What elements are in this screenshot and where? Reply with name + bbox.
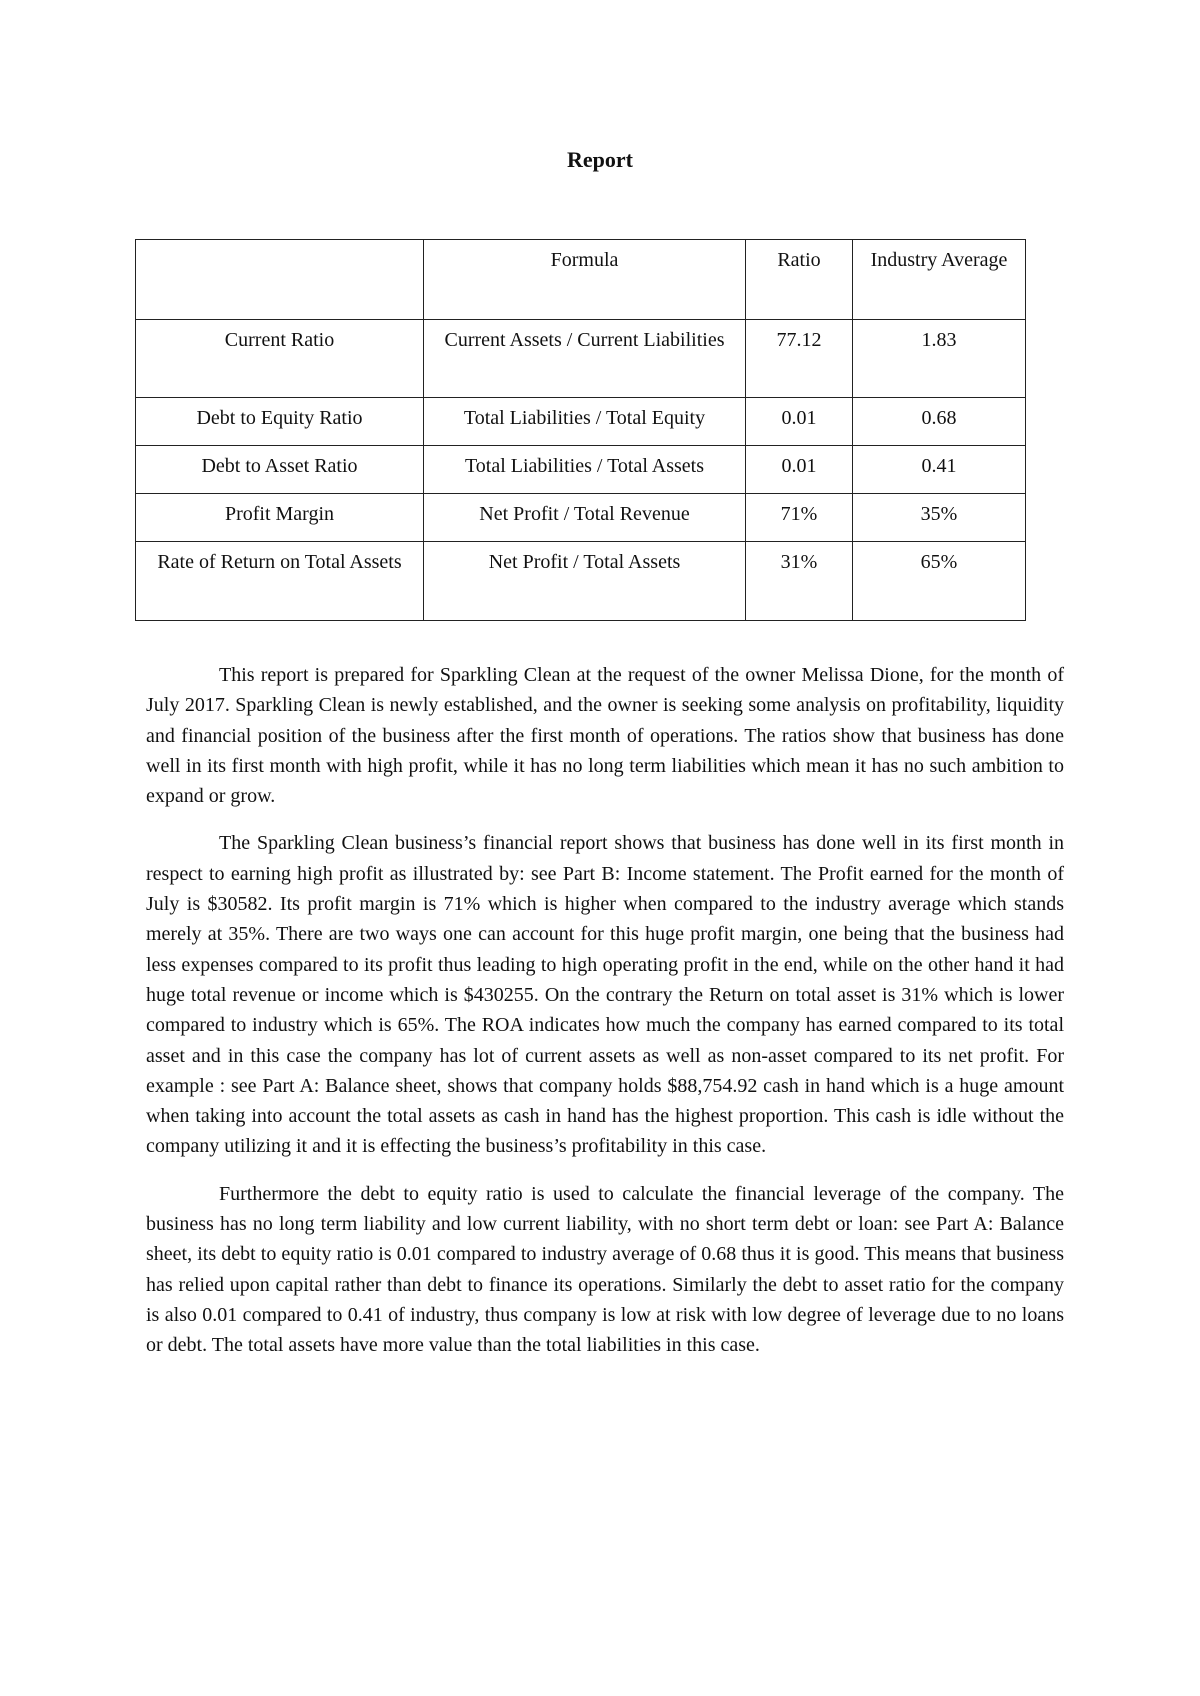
header-cell-blank [136, 240, 424, 320]
row-formula: Net Profit / Total Revenue [424, 494, 746, 542]
row-formula: Current Assets / Current Liabilities [424, 320, 746, 398]
row-ratio: 0.01 [746, 398, 853, 446]
report-title: Report [567, 147, 633, 172]
row-industry-average: 35% [853, 494, 1026, 542]
table-row [136, 494, 1026, 542]
row-name: Debt to Equity Ratio [136, 398, 424, 446]
row-industry-average: 65% [853, 542, 1026, 621]
header-cell-industry-average: Industry Average [853, 240, 1026, 320]
paragraph-profitability: The Sparkling Clean business’s financial report shows that business has done well in its first month in respect to earning high profit as illustrated by: see Part B: Income statement. The Profit earned for the month of July is $30582. Its profit margin is 71% which is higher when compared to the industry average which stands merely at 35%. There are two ways one can account for this huge profit margin, one being that the business had less expenses compared to its profit thus leading to high operating profit in the end, while on the other hand it had huge total revenue or income which is $430255. On the contrary the Return on total asset is 31% which is lower compared to industry which is 65%. The ROA indicates how much the company has earned compared to its total asset and in this case the company has lot of current assets as well as non-asset compared to its net profit. For example : see Part A: Balance sheet, shows that company holds $88,754.92 cash in hand which is a huge amount when taking into account the total assets as cash in hand has the highest proportion. This cash is idle without the company utilizing it and it is effecting the business’s profitability in this case. [146, 832, 1064, 1158]
table-row [136, 320, 1026, 398]
row-ratio: 0.01 [746, 446, 853, 494]
row-industry-average: 0.41 [853, 446, 1026, 494]
ratio-table [135, 239, 1026, 621]
paragraph-introduction: This report is prepared for Sparkling Clean at the request of the owner Melissa Dione, for the month of July 2017. Sparkling Clean is newly established, and the owner is seeking some analysis on profitability, liquidity and financial position of the business after the first month of operations. The ratios show that business has done well in its first month with high profit, while it has no long term liabilities which mean it has no such ambition to expand or grow. [146, 664, 1064, 808]
table-header-row [136, 240, 1026, 320]
header-cell-formula: Formula [424, 240, 746, 320]
row-name: Debt to Asset Ratio [136, 446, 424, 494]
row-industry-average: 1.83 [853, 320, 1026, 398]
row-formula: Total Liabilities / Total Equity [424, 398, 746, 446]
paragraph-leverage: Furthermore the debt to equity ratio is used to calculate the financial leverage of the company. The business has no long term liability and low current liability, with no short term debt or loan: see Part A: Balance sheet, its debt to equity ratio is 0.01 compared to industry average of 0.68 thus it is good. This means that business has relied upon capital rather than debt to finance its operations. Similarly the debt to asset ratio for the company is also 0.01 compared to 0.41 of industry, thus company is low at risk with low degree of leverage due to no loans or debt. The total assets have more value than the total liabilities in this case. [146, 1182, 1064, 1357]
row-ratio: 71% [746, 494, 853, 542]
row-name: Profit Margin [136, 494, 424, 542]
row-name: Current Ratio [136, 320, 424, 398]
row-industry-average: 0.68 [853, 398, 1026, 446]
table-row [136, 446, 1026, 494]
table-row [136, 542, 1026, 621]
table-row [136, 398, 1026, 446]
row-formula: Total Liabilities / Total Assets [424, 446, 746, 494]
row-ratio: 31% [746, 542, 853, 621]
header-cell-ratio: Ratio [746, 240, 853, 320]
row-name: Rate of Return on Total Assets [136, 542, 424, 621]
row-ratio: 77.12 [746, 320, 853, 398]
row-formula: Net Profit / Total Assets [424, 542, 746, 621]
report-body [146, 660, 1064, 1378]
